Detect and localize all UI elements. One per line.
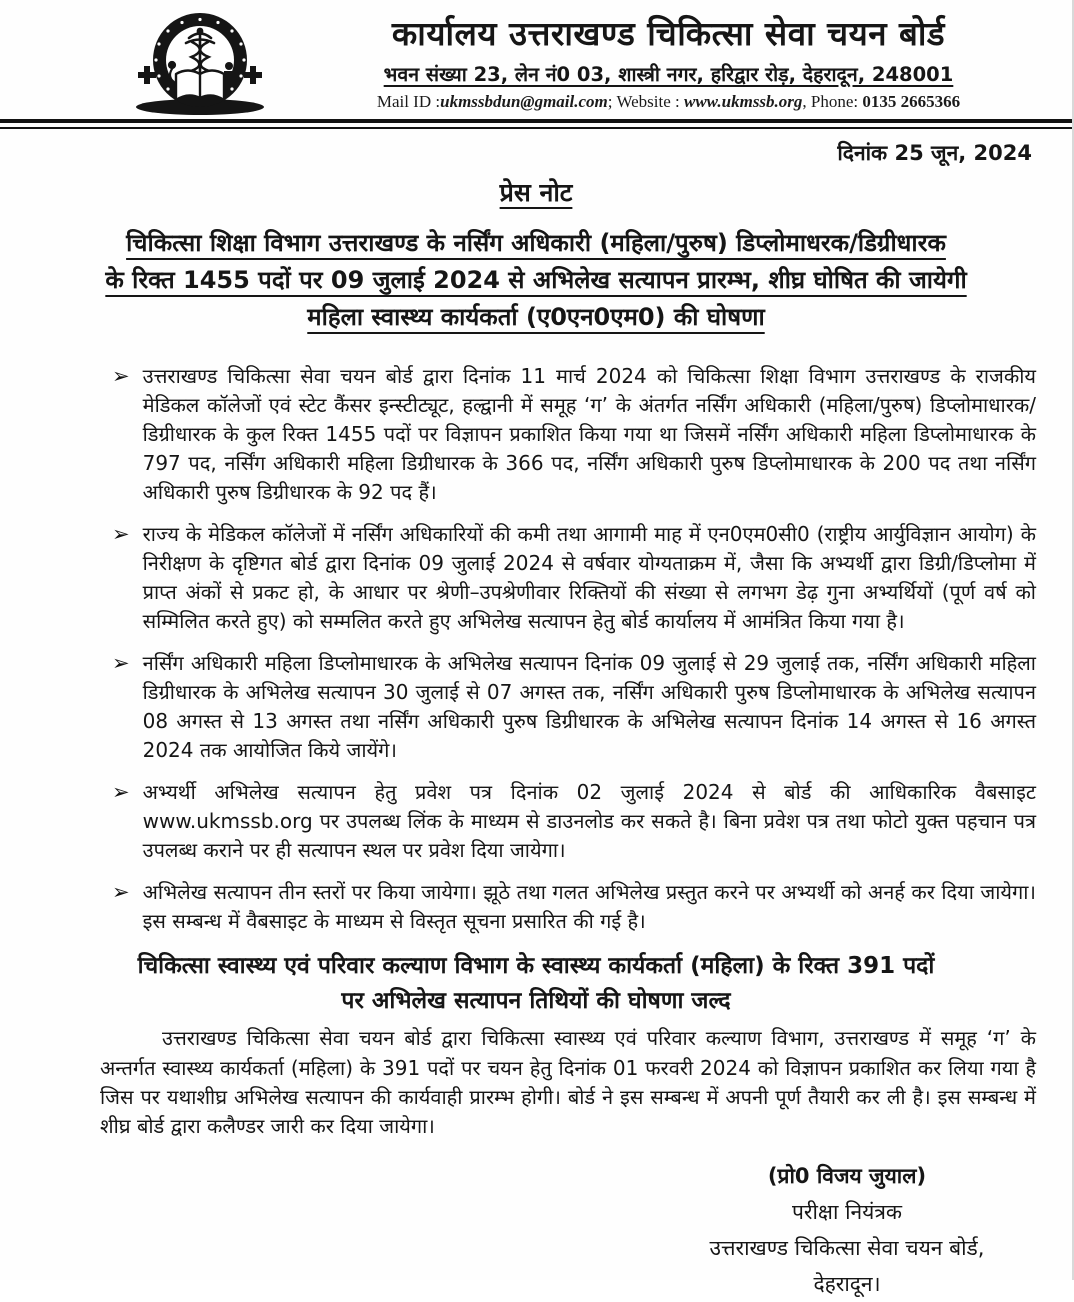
bullet-list — [0, 362, 1072, 936]
mail-id-label: Mail ID : — [376, 91, 441, 111]
signatory-organisation: उत्तराखण्ड चिकित्सा सेवा चयन बोर्ड, — [709, 1235, 985, 1260]
bullet-item — [112, 778, 1036, 865]
arrow-bullet-icon: ➢ — [112, 364, 130, 389]
org-contact-line — [265, 92, 1072, 112]
separator: , — [802, 91, 811, 111]
signatory-designation: परीक्षा नियंत्रक — [791, 1199, 903, 1224]
bullet-text: राज्य के मेडिकल कॉलेजों में नर्सिंग अधिकारियों की कमी तथा आगामी माह में एन0एम0सी0 (राष्ट्रीय आर्युविज्ञान आयोग) के निरीक्षण के दृष्टिगत बोर्ड द्वारा दिनांक 09 जुलाई 2024 से वर्षवार योग्यताक्रम में, जैसा कि अभ्यर्थी द्वारा डिग्री/डिप्लोमा में प्राप्त अंकों से प्रकट हो, के आधार पर श्रेणी–उपश्रेणीवार रिक्तियों की संख्या से लगभग डेढ़ गुना अभ्यर्थियों (पूर्ण वर्ष को सम्मिलित करते हुए) को सम्मलित करते हुए अभिलेख सत्यापन हेतु बोर्ड कार्यालय में आमंत्रित किया गया है। — [142, 522, 1036, 634]
subheading-line-2: पर अभिलेख सत्यापन तिथियों की घोषणा जल्द — [341, 987, 731, 1014]
headline — [0, 225, 1072, 337]
bullet-text: अभिलेख सत्यापन तीन स्तरों पर किया जायेगा। झूठे तथा गलत अभिलेख प्रस्तुत करने पर अभ्यर्थी को अनर्ह कर दिया जायेगा। इस सम्बन्ध में वैबसाइट के माध्यम से विस्तृत सूचना प्रसारित की गई है। — [142, 880, 1036, 934]
website-url: www.ukmssb.org — [684, 91, 803, 111]
signatory-place: देहरादून। — [813, 1272, 881, 1297]
bullet-item — [112, 520, 1036, 636]
bullet-text: अभ्यर्थी अभिलेख सत्यापन हेतु प्रवेश पत्र दिनांक 02 जुलाई 2024 से बोर्ड की आधिकारिक वैबसाइट www.ukmssb.org पर उपलब्ध लिंक के माध्यम से डाउनलोड कर सकते है। बिना प्रवेश पत्र तथा फोटो युक्त पहचान पत्र उपलब्ध कराने पर ही सत्यापन स्थल पर प्रवेश दिया जायेगा। — [142, 780, 1036, 863]
org-name: कार्यालय उत्तराखण्ड चिकित्सा सेवा चयन बोर्ड — [391, 14, 946, 53]
phone-label: Phone: — [810, 91, 863, 111]
arrow-bullet-icon: ➢ — [112, 880, 130, 905]
arrow-bullet-icon: ➢ — [112, 780, 130, 805]
website-label: Website : — [616, 91, 684, 111]
arrow-bullet-icon: ➢ — [112, 651, 130, 676]
headline-line-1: चिकित्सा शिक्षा विभाग उत्तराखण्ड के नर्सिंग अधिकारी (महिला/पुरुष) डिप्लोमाधरक/डिग्रीधारक — [126, 228, 946, 257]
letterhead-divider — [0, 119, 1072, 129]
press-note-title: प्रेस नोट — [499, 177, 573, 207]
bullet-text: नर्सिंग अधिकारी महिला डिप्लोमाधारक के अभिलेख सत्यापन दिनांक 09 जुलाई से 29 जुलाई तक, नर्सिंग अधिकारी महिला डिग्रीधारक के अभिलेख सत्यापन 30 जुलाई से 07 अगस्त तक, नर्सिंग अधिकारी पुरुष डिप्लोमाधारक के अभिलेख सत्यापन 08 अगस्त से 13 अगस्त तथा नर्सिंग अधिकारी पुरुष डिग्रीधारक के अभिलेख सत्यापन दिनांक 14 अगस्त से 16 अगस्त 2024 तक आयोजित किये जायेंगे। — [142, 651, 1036, 763]
phone-number: 0135 2665366 — [862, 91, 961, 111]
letterhead — [0, 0, 1072, 112]
subheading-line-1: चिकित्सा स्वास्थ्य एवं परिवार कल्याण विभाग के स्वास्थ्य कार्यकर्ता (महिला) के रिक्त 391 पदों — [137, 953, 935, 980]
signature-block — [682, 1158, 1012, 1302]
bullet-text: उत्तराखण्ड चिकित्सा सेवा चयन बोर्ड द्वारा दिनांक 11 मार्च 2024 को चिकित्सा शिक्षा विभाग उत्तराखण्ड के राजकीय मेडिकल कॉलेजों एवं स्टेट कैंसर इन्स्टीट्यूट, हल्द्वानी में समूह ‘ग’ के अंतर्गत नर्सिंग अधिकारी (महिला/पुरुष) डिप्लोमाधारक/डिग्रीधारक के कुल रिक्त 1455 पदों पर विज्ञापन प्रकाशित किया गया था जिसमें नर्सिंग अधिकारी महिला डिप्लोमाधारक के 797 पद, नर्सिंग अधिकारी महिला डिग्रीधारक के 366 पद, नर्सिंग अधिकारी पुरुष डिप्लोमाधारक के 200 पद तथा नर्सिंग अधिकारी पुरुष डिग्रीधारक के 92 पद हैं। — [142, 364, 1036, 505]
headline-line-2: के रिक्त 1455 पदों पर 09 जुलाई 2024 से अभिलेख सत्यापन प्रारम्भ, शीघ्र घोषित की जायेगी — [105, 265, 967, 294]
arrow-bullet-icon: ➢ — [112, 522, 130, 547]
date-line: दिनांक 25 जून, 2024 — [837, 140, 1032, 165]
bullet-item — [112, 362, 1036, 507]
separator: ; — [607, 91, 617, 111]
bullet-item — [112, 878, 1036, 936]
headline-line-3: महिला स्वास्थ्य कार्यकर्ता (ए0एन0एम0) की घोषणा — [307, 302, 765, 331]
email-address: ukmssbdun@gmail.com — [440, 91, 608, 111]
bullet-item — [112, 649, 1036, 765]
second-announcement-heading — [0, 949, 1072, 1018]
signatory-name: (प्रो0 विजय जुयाल) — [767, 1163, 927, 1188]
closing-paragraph: उत्तराखण्ड चिकित्सा सेवा चयन बोर्ड द्वारा चिकित्सा स्वास्थ्य एवं परिवार कल्याण विभाग, उत्तराखण्ड में समूह ‘ग’ के अन्तर्गत स्वास्थ्य कार्यकर्ता (महिला) के 391 पदों पर चयन हेतु दिनांक 01 फरवरी 2024 को विज्ञापन प्रकाशित कर लिया गया है जिस पर यथाशीघ्र अभिलेख सत्यापन की कार्यवाही प्रारम्भ होगी। बोर्ड ने इस सम्बन्ध में अपनी पूर्ण तैयारी कर ली है। इस सम्बन्ध में शीघ्र बोर्ड द्वारा कलैण्डर जारी कर दिया जायेगा। — [100, 1026, 1036, 1139]
org-address: भवन संख्या 23, लेन नं0 03, शास्त्री नगर, हरिद्वार रोड़, देहरादून, 248001 — [383, 62, 954, 86]
board-logo-emblem-icon — [126, 8, 274, 116]
